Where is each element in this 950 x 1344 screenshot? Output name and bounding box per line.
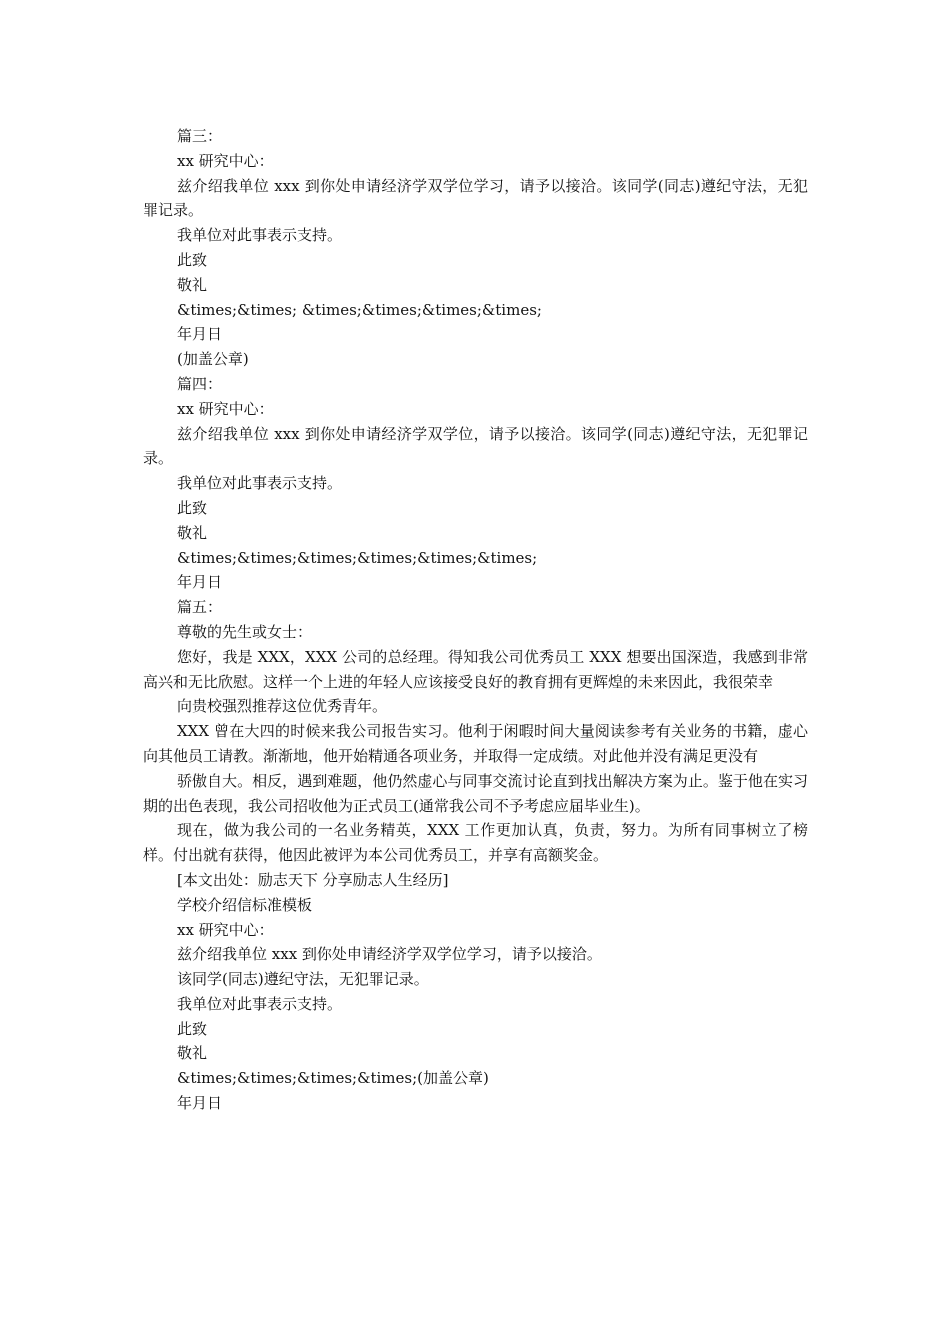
paragraph: 该同学(同志)遵纪守法，无犯罪记录。 [177, 970, 429, 989]
signature-line: &times;&times;&times;&times;(加盖公章) [177, 1069, 489, 1088]
salutation: xx 研究中心： [177, 399, 274, 418]
paragraph: 骄傲自大。相反，遇到难题，他仍然虚心与同事交流讨论直到找出解决方案为止。鉴于他在实习期的出色表现，我公司招收他为正式员工(通常我公司不予考虑应届毕业生)。 [143, 771, 808, 815]
paragraph: 向贵校强烈推荐这位优秀青年。 [177, 697, 388, 716]
paragraph: 兹介绍我单位 xxx 到你处申请经济学双学位学习，请予以接洽。 [177, 945, 602, 964]
seal-note: (加盖公章) [177, 350, 249, 369]
signature-line: &times;&times;&times;&times;&times;&times; [177, 548, 538, 567]
heading-part-5: 篇五： [177, 598, 223, 617]
closing: 此致 [177, 250, 208, 269]
closing: 此致 [177, 1019, 208, 1038]
heading-part-3: 篇三： [177, 127, 223, 145]
closing: 敬礼 [177, 523, 208, 542]
paragraph: XXX 曾在大四的时候来我公司报告实习。他利于闲暇时间大量阅读参考有关业务的书籍，虚心向其他员工请教。渐渐地，他开始精通各项业务，并取得一定成绩。对此他并没有满足更没有 [143, 722, 808, 765]
heading-part-4: 篇四： [177, 374, 223, 393]
paragraph: 我单位对此事表示支持。 [177, 226, 343, 245]
paragraph: 兹介绍我单位 xxx 到你处申请经济学双学位，请予以接洽。该同学(同志)遵纪守法，无犯罪记录。 [143, 424, 808, 468]
closing: 敬礼 [177, 1044, 208, 1063]
closing: 敬礼 [177, 275, 208, 294]
paragraph: 我单位对此事表示支持。 [177, 994, 343, 1013]
document-body [143, 124, 808, 1116]
template-title: 学校介绍信标准模板 [177, 895, 313, 914]
closing: 此致 [177, 498, 208, 517]
salutation: xx 研究中心： [177, 920, 274, 939]
paragraph: 您好，我是 XXX，XXX 公司的总经理。得知我公司优秀员工 XXX 想要出国深造，我感到非常高兴和无比欣慰。这样一个上进的年轻人应该接受良好的教育拥有更辉煌的未来因此，我很荣幸 [143, 647, 808, 691]
salutation: xx 研究中心： [177, 151, 274, 170]
paragraph: 现在，做为我公司的一名业务精英，XXX 工作更加认真，负责，努力。为所有同事树立了榜样。付出就有获得，他因此被评为本公司优秀员工，并享有高额奖金。 [143, 821, 808, 865]
date-line: 年月日 [177, 325, 223, 344]
paragraph: 兹介绍我单位 xxx 到你处申请经济学双学位学习，请予以接洽。该同学(同志)遵纪守法，无犯罪记录。 [143, 176, 808, 220]
paragraph: 我单位对此事表示支持。 [177, 474, 343, 493]
date-line: 年月日 [177, 573, 223, 592]
signature-line: &times;&times; &times;&times;&times;&times; [177, 300, 542, 319]
salutation: 尊敬的先生或女士： [177, 622, 313, 641]
source-note: [本文出处：励志天下 分享励志人生经历] [177, 870, 449, 889]
date-line: 年月日 [177, 1094, 223, 1113]
